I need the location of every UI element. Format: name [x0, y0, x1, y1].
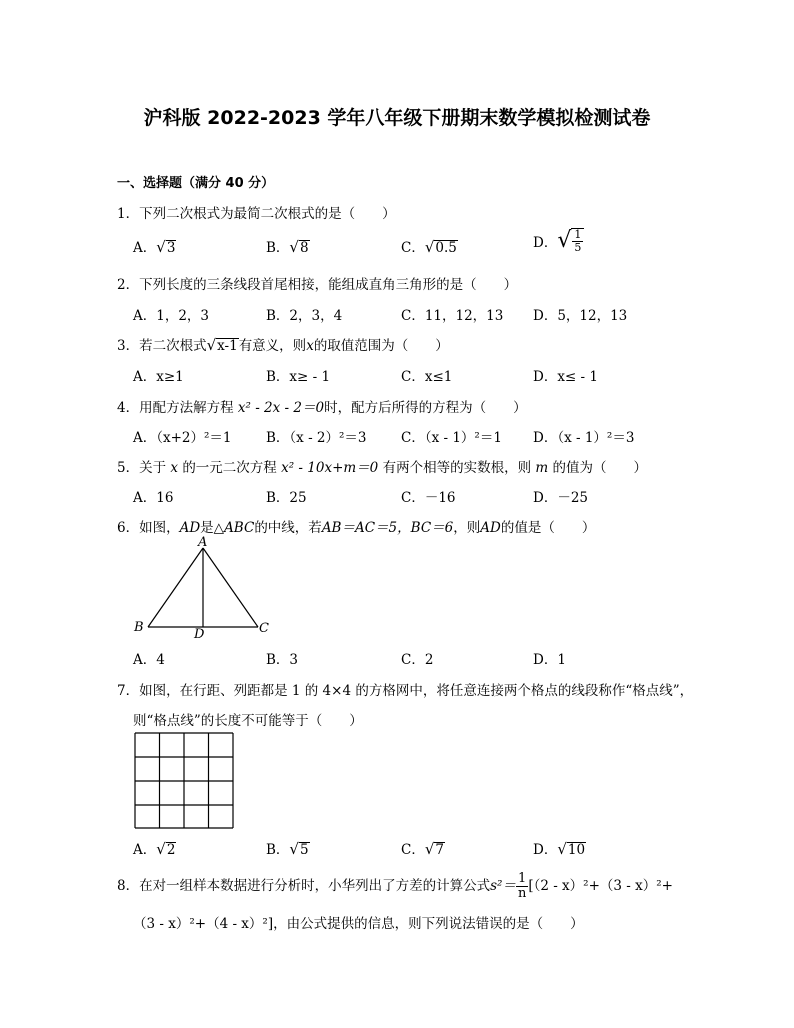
question-8-stem: 8．在对一组样本数据进行分析时，小华列出了方差的计算公式s²＝ $\frac{1}{n}$ [（2 - x）²+（3 - x）²+ — [117, 871, 673, 901]
q3-option-c[interactable]: C．x≤1 — [401, 369, 453, 385]
q7-option-d[interactable]: D．√10 — [533, 840, 586, 858]
q5-option-c[interactable]: C．－16 — [401, 490, 456, 506]
sqrt-symbol: √ $\frac{1}{5}$ — [557, 228, 584, 254]
q3-option-a[interactable]: A．x≥1 — [133, 369, 184, 385]
sqrt-symbol: √3 — [156, 238, 176, 256]
q4-option-b[interactable]: B．（x - 2）²＝3 — [266, 430, 367, 446]
question-6-stem: 6．如图，AD是△ABC的中线，若AB＝AC＝5，BC＝6，则AD的值是（ ） — [117, 520, 596, 536]
side-ab — [148, 548, 203, 627]
q2-option-d[interactable]: D．5，12，13 — [533, 308, 628, 324]
q7-option-a[interactable]: A．√2 — [133, 840, 176, 858]
q4-option-c[interactable]: C．（x - 1）²＝1 — [401, 430, 502, 446]
q5-option-d[interactable]: D．－25 — [533, 490, 589, 506]
question-1-stem: 1．下列二次根式为最简二次根式的是（ ） — [117, 206, 396, 222]
q2-option-b[interactable]: B．2，3，4 — [266, 308, 343, 324]
q2-option-c[interactable]: C．11，12，13 — [401, 308, 504, 324]
question-7-stem: 7．如图，在行距、列距都是 1 的 4×4 的方格网中，将任意连接两个格点的线段称作“格点线”， — [117, 683, 694, 699]
q7-option-c[interactable]: C．√7 — [401, 840, 444, 858]
question-3-options — [133, 365, 733, 389]
question-2-options — [133, 304, 733, 328]
q7-option-b[interactable]: B．√5 — [266, 840, 309, 858]
question-7-stem-line2: 则“格点线”的长度不可能等于（ ） — [133, 713, 363, 729]
label-a: A — [198, 536, 208, 550]
section-heading: 一、选择题（满分 40 分） — [117, 176, 275, 191]
q4-option-a[interactable]: A．（x+2）²＝1 — [133, 430, 232, 446]
q6-option-d[interactable]: D．1 — [533, 652, 566, 668]
q1-option-c[interactable]: C．√0.5 — [401, 238, 457, 256]
q1-option-a[interactable]: A．√3 — [133, 238, 176, 256]
sqrt-symbol: √5 — [289, 840, 309, 858]
q5-option-a[interactable]: A．16 — [133, 490, 174, 506]
question-1-options — [133, 228, 733, 260]
sqrt-symbol: √10 — [557, 840, 586, 858]
q4-option-d[interactable]: D．（x - 1）²＝3 — [533, 430, 635, 446]
q5-option-b[interactable]: B．25 — [266, 490, 307, 506]
q6-option-c[interactable]: C．2 — [401, 652, 434, 668]
q2-option-a[interactable]: A．1，2，3 — [133, 308, 210, 324]
sqrt-symbol: √7 — [424, 840, 444, 858]
question-4-stem: 4．用配方法解方程 x² - 2x - 2＝0时，配方后所得的方程为（ ） — [117, 400, 527, 416]
question-2-stem: 2．下列长度的三条线段首尾相接，能组成直角三角形的是（ ） — [117, 277, 518, 293]
question-5-options — [133, 486, 733, 510]
question-8-stem-line2: （3 - x）²+（4 - x）²]，由公式提供的信息，则下列说法错误的是（ ） — [133, 916, 584, 932]
triangle-figure — [130, 536, 280, 644]
question-6-options — [133, 648, 733, 672]
q3-option-d[interactable]: D．x≤ - 1 — [533, 369, 598, 385]
q1-option-b[interactable]: B．√8 — [266, 238, 309, 256]
q6-option-b[interactable]: B．3 — [266, 652, 299, 668]
label-d: D — [194, 627, 205, 642]
sqrt-symbol: √x-1 — [206, 336, 238, 354]
sqrt-symbol: √0.5 — [424, 238, 457, 256]
question-5-stem: 5．关于 x 的一元二次方程 x² - 10x+m＝0 有两个相等的实数根，则 m 的值为（ ） — [117, 460, 647, 476]
question-4-options — [133, 426, 733, 450]
side-ac — [203, 548, 258, 627]
question-7-options — [133, 838, 733, 862]
label-b: B — [134, 620, 144, 635]
q6-option-a[interactable]: A．4 — [133, 652, 165, 668]
grid-figure — [134, 732, 236, 830]
q3-option-b[interactable]: B．x≥ - 1 — [266, 369, 331, 385]
sqrt-symbol: √2 — [156, 840, 176, 858]
sqrt-symbol: √8 — [289, 238, 309, 256]
question-3-stem: 3．若二次根式√x-1有意义，则x的取值范围为（ ） — [117, 336, 449, 354]
q1-option-d[interactable]: D．√ $\frac{1}{5}$ — [533, 228, 584, 254]
label-c: C — [259, 621, 269, 636]
page-title: 沪科版 2022-2023 学年八年级下册期末数学模拟检测试卷 — [143, 107, 651, 129]
